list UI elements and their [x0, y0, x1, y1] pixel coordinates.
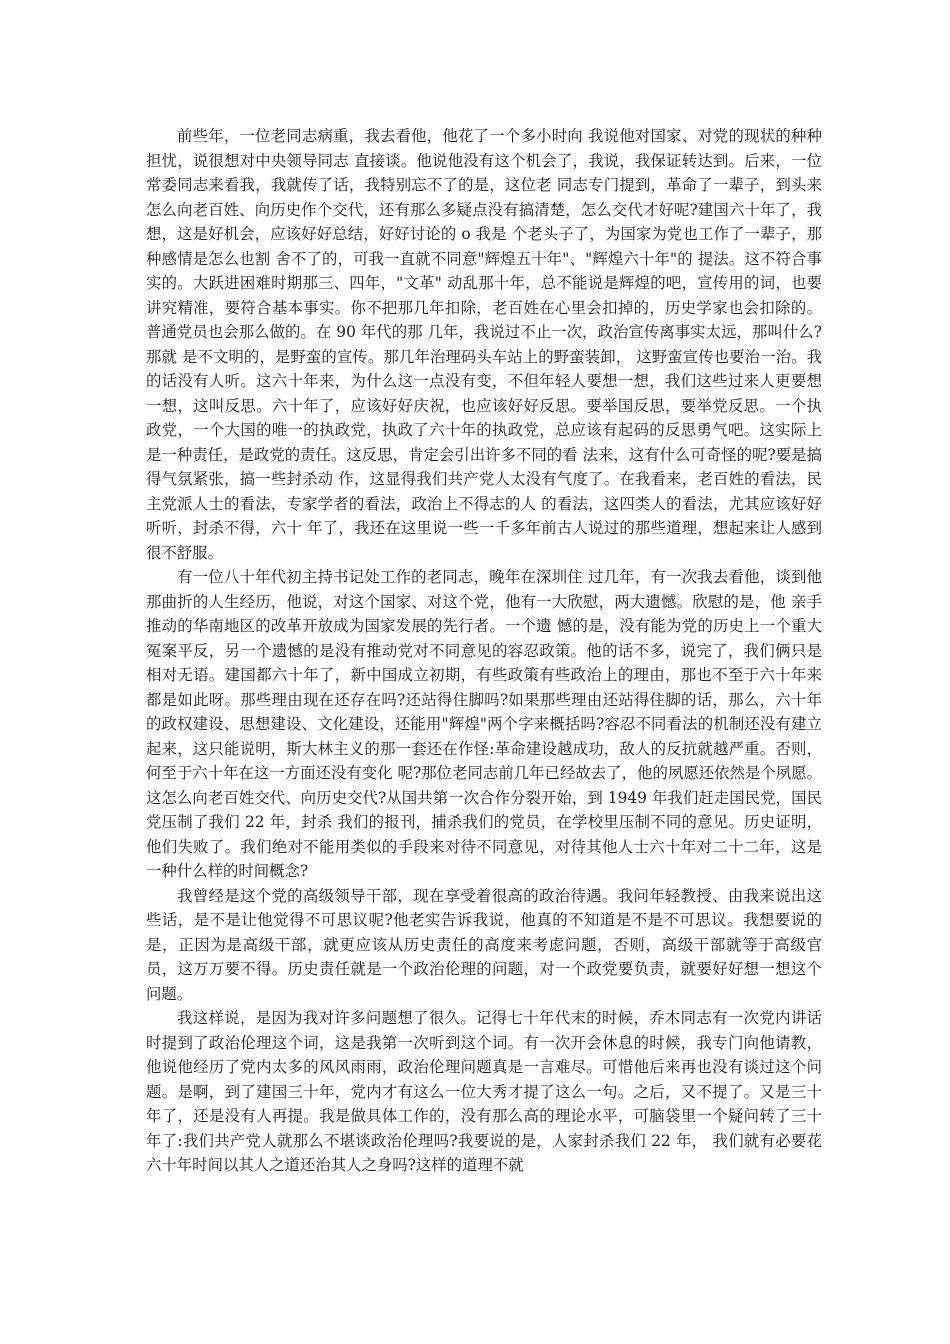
document-body — [146, 124, 822, 1178]
paragraph-4: 我这样说，是因为我对许多问题想了很久。记得七十年代末的时候，乔木同志有一次党内讲话时提到了政治伦理这个词，这是我第一次听到这个词。有一次开会休息的时候，我专门向他请教，他说他经历了党内太多的风风雨雨，政治伦理问题真是一言难尽。可惜他后来再也没有谈过这个问题。是啊，到了建国三十年，党内才有这么一位大秀才提了这么一句。之后，又不提了。又是三十年了，还是没有人再提。我是做具体工作的，没有那么高的理论水平，可脑袋里一个疑问转了三十年了:我们共产党人就那么不堪谈政治伦理吗?我要说的是，人家封杀我们 22 年， 我们就有必要花六十年时间以其人之道还治其人之身吗?这样的道理不就 — [146, 1009, 822, 1174]
paragraph-2: 有一位八十年代初主持书记处工作的老同志，晚年在深圳住 过几年，有一次我去看他，谈到他那曲折的人生经历，他说，对这个国家、对这个党，他有一大欣慰，两大遗憾。欣慰的是，他 亲手推动的华南地区的改革开放成为国家发展的先行者。一个遗 憾的是，没有能为党的历史上一个重大冤案平反，另一个遗憾的是没有推动党对不同意见的容忍政策。他的话不多，说完了，我们俩只是相对无语。建国都六十年了，新中国成立初期，有些政策有些政治上的理由，那也不至于六十年来都是如此呀。那些理由现在还存在吗?还站得住脚吗?如果那些理由还站得住脚的话，那么，六十年的政权建设、思想建设、文化建设，还能用"辉煌"两个字来概括吗?容忍不同看法的机制还没有建立起来，这只能说明，斯大林主义的那一套还在作怪:革命建设越成功，敌人的反抗就越严重。否则，何至于六十年在这一方面还没有变化 呢?那位老同志前几年已经故去了，他的夙愿还依然是个夙愿。这怎么向老百姓交代、向历史交代?从国共第一次合作分裂开始，到 1949 年我们赶走国民党，国民党压制了我们 22 年，封杀 我们的报刊，捕杀我们的党员，在学校里压制不同的意见。历史证明，他们失败了。我们绝对不能用类似的手段来对待不同意见，对待其他人士六十年对二十二年，这是一种什么样的时间概念? — [146, 568, 822, 880]
paragraph-3: 我曾经是这个党的高级领导干部，现在享受着很高的政治待遇。我问年轻教授、由我来说出这些话，是不是让他觉得不可思议呢?他老实告诉我说，他真的不知道是不是不可思议。我想要说的是，正因为是高级干部，就更应该从历史责任的高度来考虑问题，否则，高级干部就等于高级官员，这万万要不得。历史责任就是一个政治伦理的问题，对一个政党要负责，就要好好想一想这个问题。 — [146, 886, 822, 1003]
paragraph-1: 前些年，一位老同志病重，我去看他，他花了一个多小时向 我说他对国家、对党的现状的种种担忧，说很想对中央领导同志 直接谈。他说他没有这个机会了，我说，我保证转达到。后来，一位常委同志来看我，我就传了话，我特别忘不了的是，这位老 同志专门提到，革命了一辈子，到头来怎么向老百姓、向历史作个交代，还有那么多疑点没有搞清楚，怎么交代才好呢?建国六十年了，我想，这是好机会，应该好好总结，好好讨论的 o 我是 个老头子了，为国家为党也工作了一辈子，那种感情是怎么也割 舍不了的，可我一直就不同意"辉煌五十年"、"辉煌六十年"的 提法。这不符合事实的。大跃进困难时期那三、四年，"文革" 动乱那十年，总不能说是辉煌的吧，宣传用的词，也要讲究精准，要符合基本事实。你不把那几年扣除，老百姓在心里会扣掉的，历史学家也会扣除的。普通党员也会那么做的。在 90 年代的那 几年，我说过不止一次，政治宣传离事实太远，那叫什么?那就 是不文明的，是野蛮的宣传。那几年治理码头车站上的野蛮装卸， 这野蛮宣传也要治一治。我的话没有人听。这六十年来，为什么这一点没有变，不但年轻人要想一想，我们这些过来人更要想一想，这叫反思。六十年了，应该好好庆祝，也应该好好反思。要举国反思，要举党反思。一个执政党，一个大国的唯一的执政党，执政了六十年的执政党，总应该有起码的反思勇气吧。这实际上 是一种责任，是政党的责任。这反思，肯定会引出许多不同的看 法来，这有什么可奇怪的呢?要是搞得气氛紧张，搞一些封杀动 作，这显得我们共产党人太没有气度了。在我看来，老百姓的看法，民主党派人士的看法，专家学者的看法，政治上不得志的人 的看法，这四类人的看法，尤其应该好好听听，封杀不得，六十 年了，我还在这里说一些一千多年前古人说过的那些道理，想起来让人感到很不舒服。 — [146, 127, 822, 562]
